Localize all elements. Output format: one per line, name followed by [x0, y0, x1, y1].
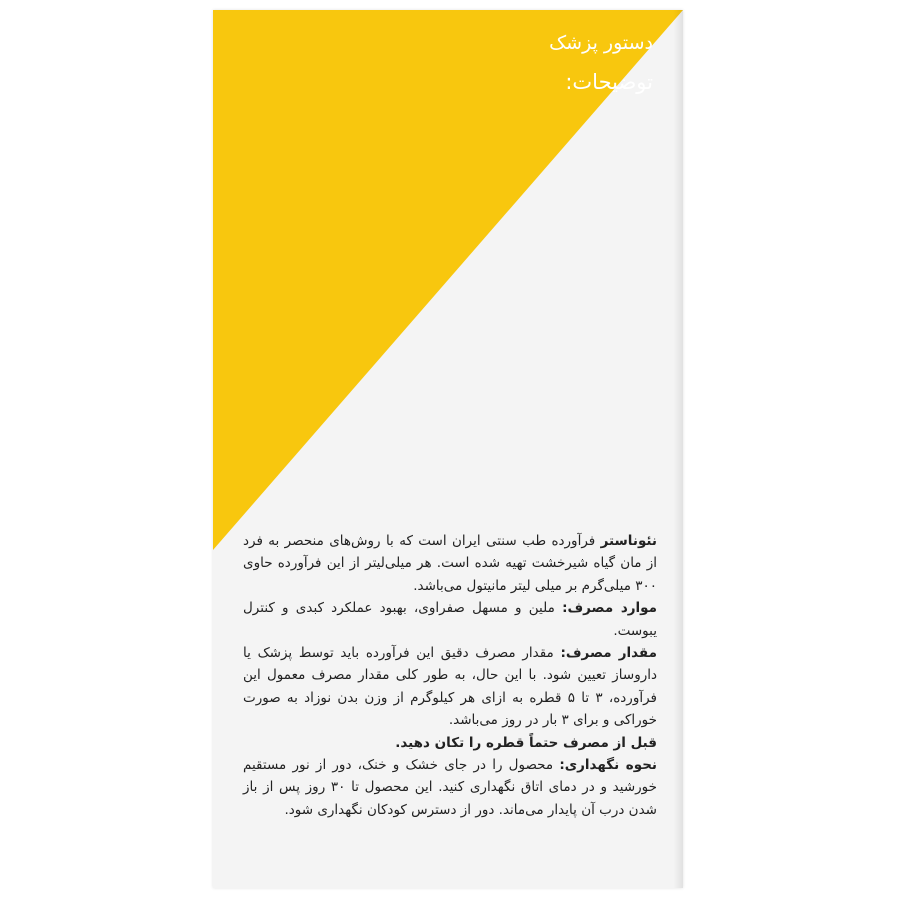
- description-title: توضیحات:: [565, 70, 653, 94]
- dosage-paragraph: [243, 642, 657, 732]
- usage-label: موارد مصرف:: [562, 600, 657, 617]
- usage-paragraph: [243, 597, 657, 642]
- storage-label: نحوه نگهداری:: [559, 757, 658, 774]
- brand-name: نئوناستر: [600, 533, 657, 549]
- description-body: [243, 530, 657, 821]
- prescription-label: دستور پزشک: [549, 32, 653, 54]
- shake-note-text: قبل از مصرف حتماً قطره را تکان دهید.: [395, 734, 657, 751]
- intro-text: فرآورده طب سنتی ایران است که با روش‌های منحصر به فرد از مان گیاه شیرخشت تهیه شده است. هر میلی‌لیتر از این فرآورده حاوی ۳۰۰ میلی‌گرم بر میلی لیتر مانیتول می‌باشد.: [243, 533, 657, 594]
- usage-text: ملین و مسهل صفراوی، بهبود عملکرد کبدی و کنترل یبوست.: [243, 600, 657, 639]
- intro-paragraph: [243, 530, 657, 597]
- panel-edge-shade: [673, 10, 683, 888]
- dosage-text: مقدار مصرف دقیق این فرآورده باید توسط پزشک یا داروساز تعیین شود. با این حال، به طور کلی مقدار مصرف معمول این فرآورده، ۳ تا ۵ قطره به ازای هر کیلوگرم از وزن بدن نوزاد به صورت خوراکی و برای ۳ بار در روز می‌باشد.: [243, 645, 657, 729]
- package-panel: [213, 10, 683, 888]
- shake-note: [243, 732, 657, 754]
- storage-text: محصول را در جای خشک و خنک، دور از نور مستقیم خورشید و در دمای اتاق نگهداری کنید. این محصول تا ۳۰ روز پس از باز شدن درب آن پایدار می‌ماند. دور از دسترس کودکان نگهداری شود.: [243, 757, 657, 818]
- storage-paragraph: [243, 754, 657, 821]
- dosage-label: مقدار مصرف:: [560, 645, 657, 662]
